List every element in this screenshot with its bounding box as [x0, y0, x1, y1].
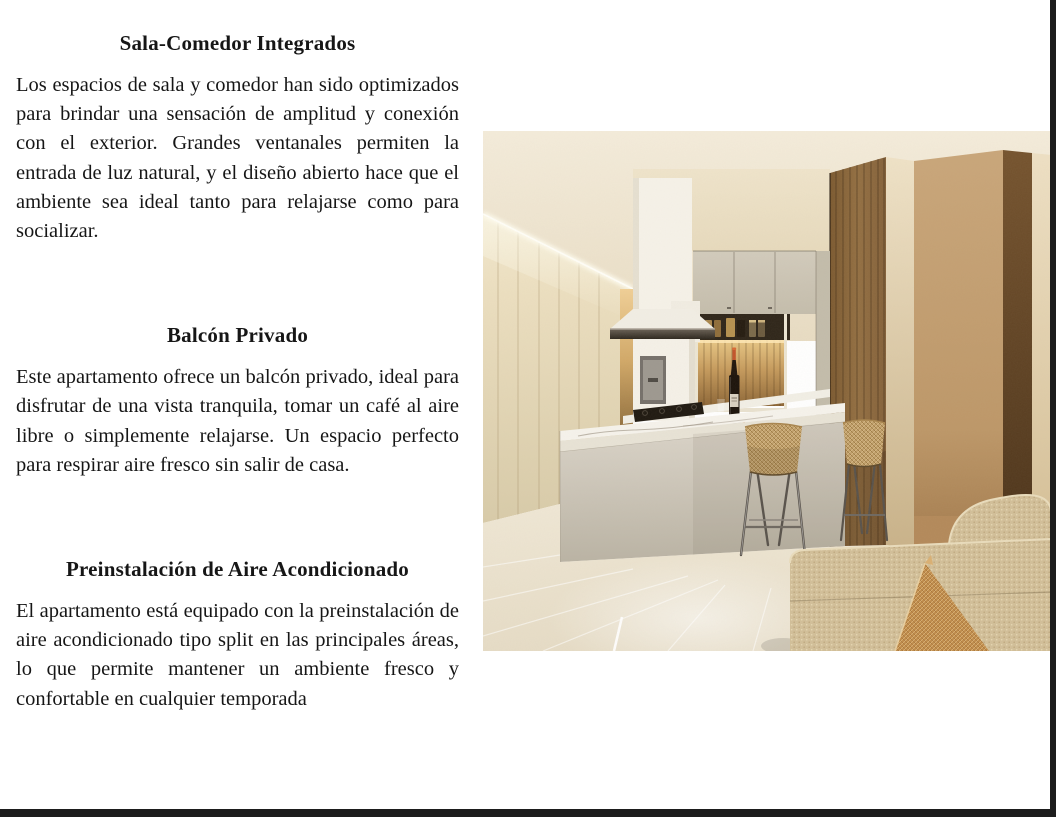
text-column — [16, 31, 459, 714]
photo-grain — [483, 131, 1052, 651]
section-balcon-privado — [16, 323, 459, 480]
section-sala-comedor — [16, 31, 459, 246]
section-heading: Preinstalación de Aire Acondicionado — [65, 557, 410, 582]
page-edge-right — [1050, 0, 1056, 817]
page-edge-bottom — [0, 809, 1056, 817]
kitchen-render-image — [483, 131, 1052, 651]
section-heading: Sala-Comedor Integrados — [119, 31, 356, 55]
section-heading: Balcón Privado — [166, 323, 309, 348]
section-paragraph: El apartamento está equipado con la preinstalación de aire acondicionado tipo split en las principales áreas, lo que permite mantener un ambiente fresco y confortable en cualquier temporada — [16, 600, 459, 710]
section-paragraph: Los espacios de sala y comedor han sido optimizados para brindar una sensación de amplitud y conexión con el exterior. Grandes ventanales permiten la entrada de luz natural, y el diseño abierto hace que el ambiente sea ideal tanto para relajarse como para socializar. — [16, 74, 459, 243]
section-preinstalacion-aire — [16, 557, 459, 714]
section-paragraph: Este apartamento ofrece un balcón privado, ideal para disfrutar de una vista tranquila, tomar un café al aire libre o simplemente relajarse. Un espacio perfecto para respirar aire fresco sin salir de casa. — [16, 366, 459, 476]
